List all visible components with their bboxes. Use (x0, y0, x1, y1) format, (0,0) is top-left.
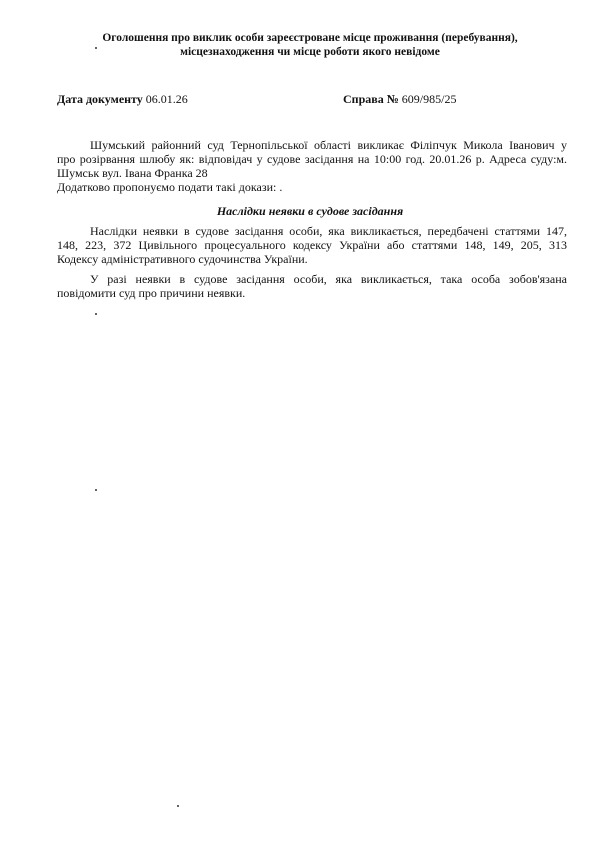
consequences-p1-line-1: Наслідки неявки в судове засідання особи, яка викликається, передбачені статтями 147, (90, 224, 567, 238)
case-number-value: 609/985/25 (401, 92, 457, 106)
document-date-value: 06.01.26 (145, 92, 188, 106)
summons-line-2: про розірвання шлюбу як: відповідач у судове засідання на 10:00 год. 20.01.26 р. Адреса суду:м. (57, 152, 567, 166)
consequences-p1-line-2: 148, 223, 372 Цивільного процесуального кодексу України або статтями 148, 149, 205, 313 (57, 238, 567, 252)
document-date-label: Дата документу (57, 92, 143, 106)
consequences-p1-line-3: Кодексу адміністративного судочинства України. (57, 252, 308, 266)
document-date (57, 92, 188, 106)
consequences-paragraph-1 (57, 224, 567, 266)
summons-paragraph (57, 138, 567, 180)
consequences-p2-line-2: повідомити суд про причини неявки. (57, 286, 246, 300)
document-title-line-1: Оголошення про виклик особи зареєстроване місце проживання (перебування), (102, 32, 518, 44)
document-title-line-2: місцезнаходження чи місце роботи якого невідоме (180, 46, 440, 58)
consequences-heading: Наслідки неявки в судове засідання (216, 204, 404, 218)
scan-speck (177, 805, 179, 807)
case-number-label: Справа № (343, 92, 399, 106)
consequences-p2-line-1: У разі неявки в судове засідання особи, яка викликається, така особа зобов'язана (90, 272, 567, 286)
additional-evidence-note: Додатково пропонуємо подати такі докази: . (57, 180, 283, 194)
consequences-paragraph-2 (57, 272, 567, 300)
scan-speck (95, 489, 97, 491)
summons-line-1: Шумський районний суд Тернопільської області викликає Філіпчук Микола Іванович у (90, 138, 567, 152)
scan-speck (95, 47, 97, 49)
scan-speck (95, 313, 97, 315)
case-number (343, 92, 456, 106)
summons-line-3: Шумськ вул. Івана Франка 28 (57, 166, 208, 180)
